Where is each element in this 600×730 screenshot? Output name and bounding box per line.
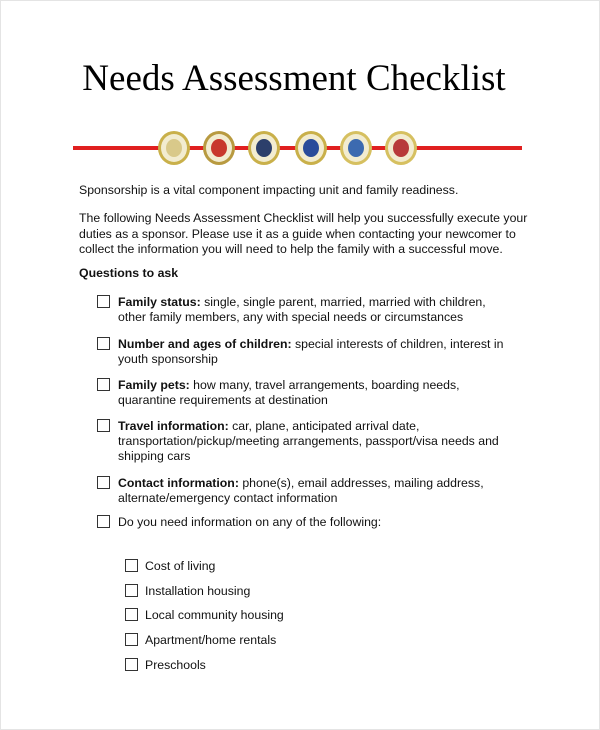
item-text: phone(s), email addresses, mailing address, alternate/emergency contact information xyxy=(118,476,484,505)
paragraph-line: duties as a sponsor. Please use it as a guide when contacting your newcomer to xyxy=(79,226,516,241)
checkbox[interactable] xyxy=(97,295,110,308)
air-force-seal-icon xyxy=(295,131,327,165)
checkbox[interactable] xyxy=(125,658,138,671)
item-text: special interests of children, interest in youth sponsorship xyxy=(118,337,504,366)
item-text: single, single parent, married, married with children, other family members, any with special needs or circumstances xyxy=(118,295,486,324)
checkbox[interactable] xyxy=(97,476,110,489)
item-text: Local community housing xyxy=(145,608,284,622)
item-text: Preschools xyxy=(145,658,206,672)
item-label: Number and ages of children: xyxy=(118,337,292,351)
checkbox[interactable] xyxy=(97,337,110,350)
checkbox[interactable] xyxy=(125,584,138,597)
item-text: Cost of living xyxy=(145,559,216,573)
checkbox[interactable] xyxy=(97,515,110,528)
item-label: Contact information: xyxy=(118,476,239,490)
item-text: Apartment/home rentals xyxy=(145,633,277,647)
army-seal-icon xyxy=(158,131,190,165)
questions-heading: Questions to ask xyxy=(79,266,179,280)
paragraph-line: collect the information you will need to help the family with a successful move. xyxy=(79,242,503,256)
intro-text: Sponsorship is a vital component impacting unit and family readiness. xyxy=(79,183,459,197)
defense-logistics-seal-icon xyxy=(385,131,417,165)
checkbox[interactable] xyxy=(125,608,138,621)
item-label: Family pets: xyxy=(118,378,190,392)
coast-guard-seal-icon xyxy=(340,131,372,165)
intro-paragraph xyxy=(79,211,559,258)
checkbox[interactable] xyxy=(125,633,138,646)
checkbox[interactable] xyxy=(97,378,110,391)
item-text: car, plane, anticipated arrival date, transportation/pickup/meeting arrangements, passport/visa needs and shipping cars xyxy=(118,419,499,463)
item-text: how many, travel arrangements, boarding needs, quarantine requirements at destination xyxy=(118,378,460,407)
navy-seal-icon xyxy=(248,131,280,165)
item-label: Family status: xyxy=(118,295,201,309)
item-text: Do you need information on any of the following: xyxy=(118,515,382,529)
checkbox[interactable] xyxy=(125,559,138,572)
checkbox[interactable] xyxy=(97,419,110,432)
item-text: Installation housing xyxy=(145,584,251,598)
item-label: Travel information: xyxy=(118,419,229,433)
page-title: Needs Assessment Checklist xyxy=(82,58,506,99)
marine-corps-seal-icon xyxy=(203,131,235,165)
paragraph-line: The following Needs Assessment Checklist will help you successfully execute your xyxy=(79,211,528,225)
